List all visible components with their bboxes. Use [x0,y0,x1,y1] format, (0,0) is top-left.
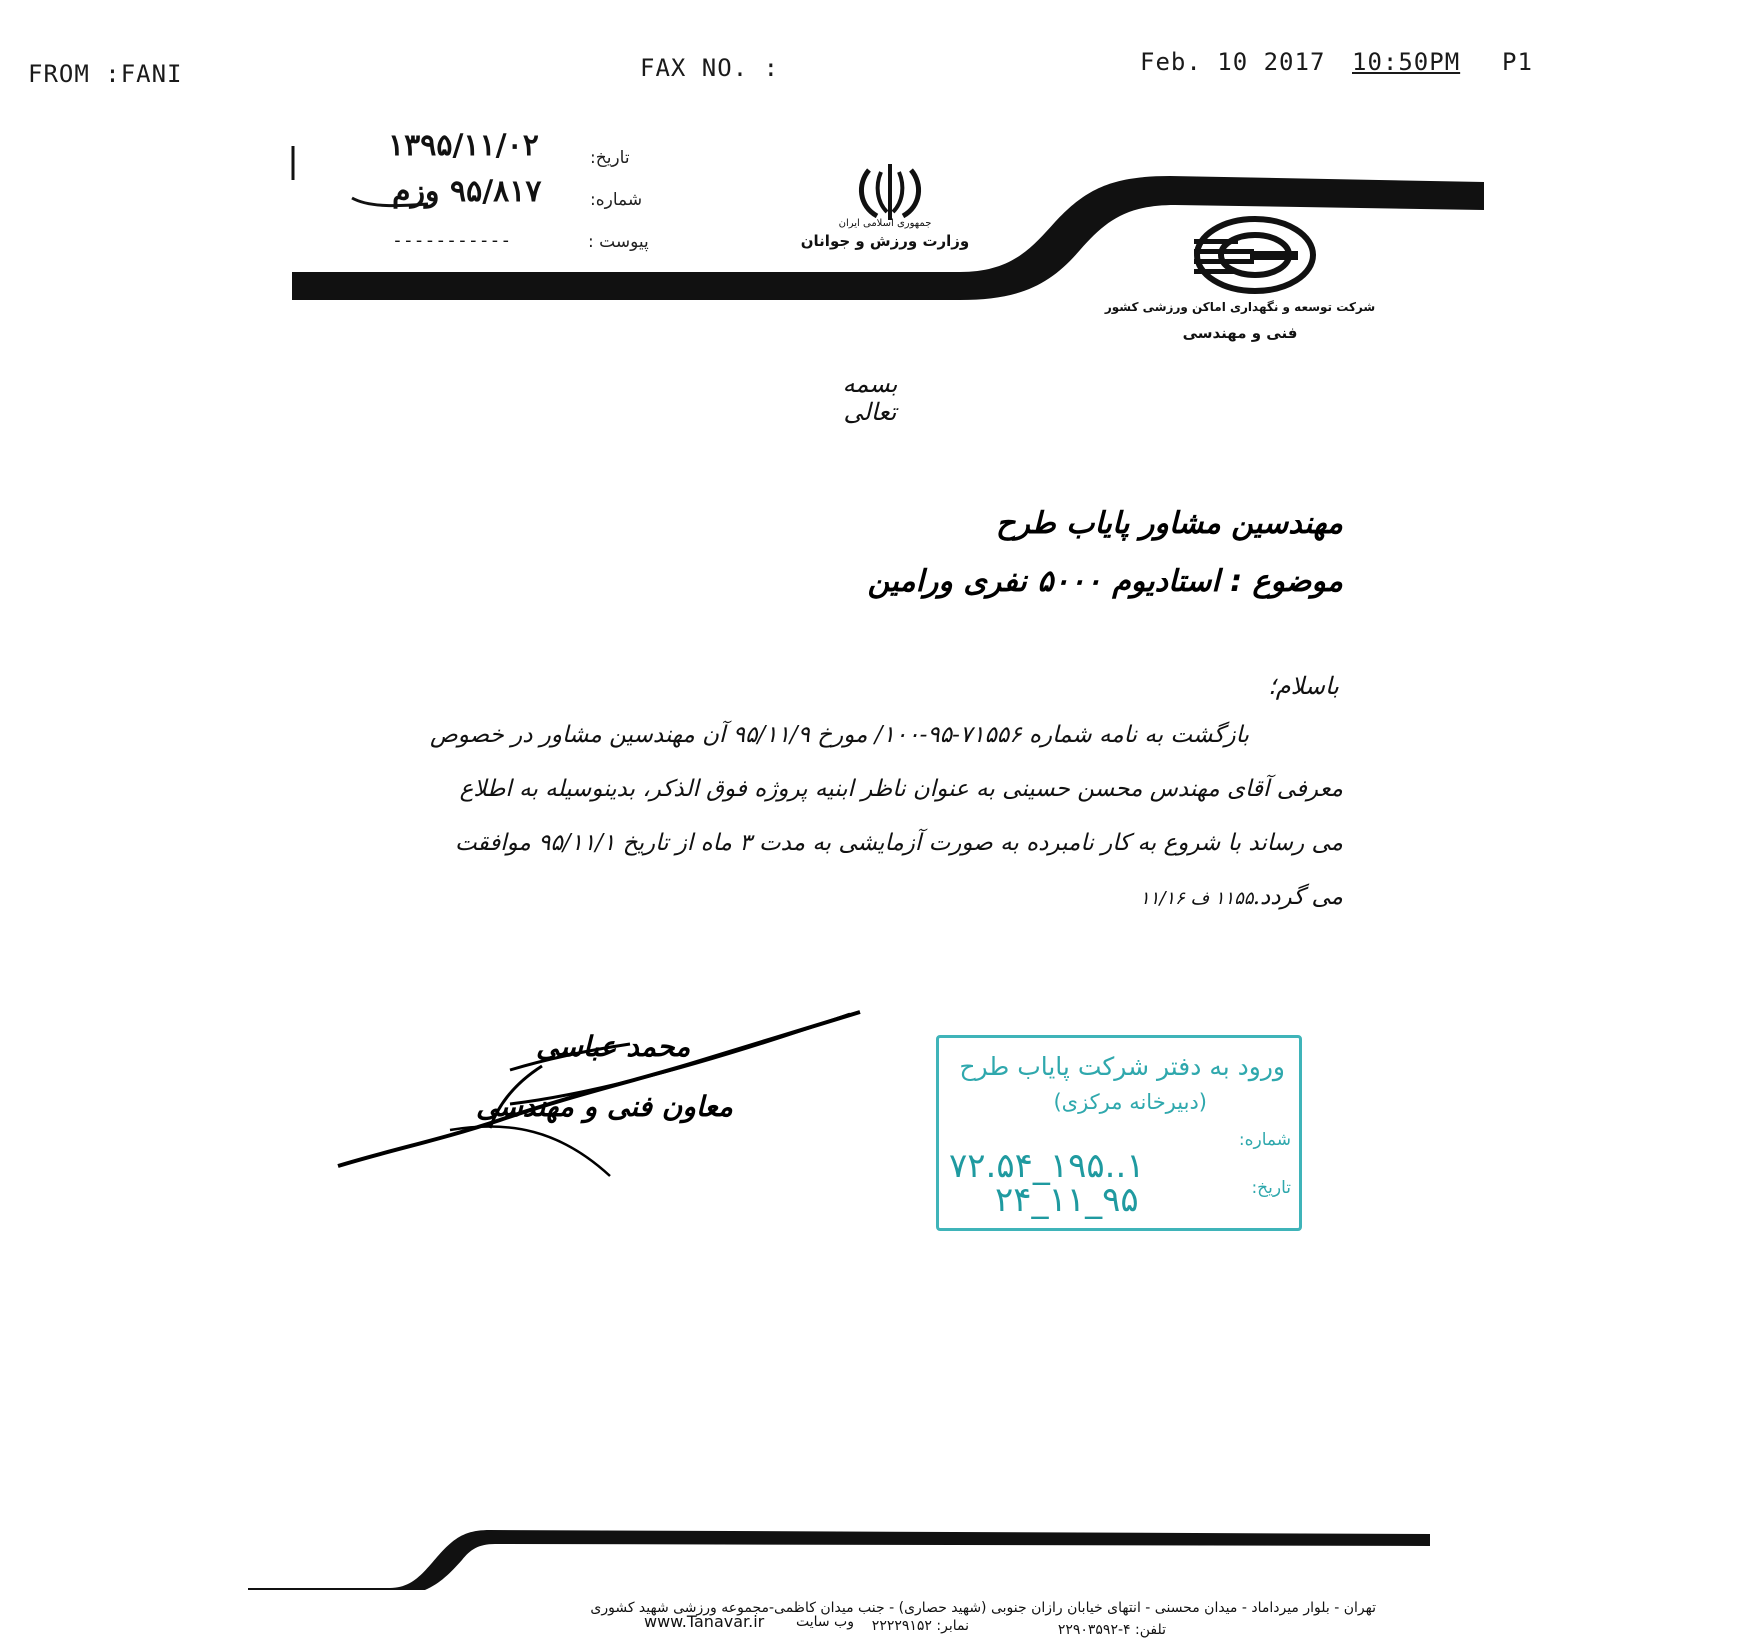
date-value: ۱۳۹۵/۱۱/۰۲ [388,128,539,163]
date-label: تاریخ: [590,148,630,168]
reception-stamp [936,1035,1302,1231]
stamp-date-label: تاریخ: [1251,1178,1291,1198]
fax-from: FROM :FANI [28,60,183,88]
invocation: بسمه تعالی [842,370,898,426]
number-value: ۹۵/۸۱۷ وزم [392,174,542,209]
stamp-date-value: ۹۵_۱۱_۲۴ [995,1180,1139,1220]
footer-band [0,1520,1749,1590]
signatory-title: معاون فنی و مهندسی [476,1090,733,1123]
ministry-line2: وزارت ورزش و جوانان [800,232,970,250]
ministry-emblem-icon [855,160,925,224]
recipient: مهندسین مشاور پایاب طرح [995,506,1343,541]
body-line-4: می گردد. [1252,884,1343,910]
stamp-number-value: ۱..۱۹۵_۷۲.۵۴ [949,1146,1145,1186]
footer-website-label: وب سایت [795,1614,854,1630]
body-line-3: می رساند با شروع به کار نامبرده به صورت آزمایشی به مدت ۳ ماه از تاریخ ۹۵/۱۱/۱ موافقت [455,830,1343,856]
greeting: باسلام؛ [1268,672,1339,700]
subject: موضوع : استادیوم ۵۰۰۰ نفری ورامین [867,564,1343,599]
footer-phone: تلفن: ۴-۲۲۹۰۳۵۹۲ [1057,1622,1166,1638]
footer-fax: نمابر: ۲۲۲۲۹۱۵۲ [871,1618,969,1634]
attachment-value: ----------- [392,230,512,251]
stamp-line1: ورود به دفتر شرکت پایاب طرح [959,1052,1285,1081]
stamp-number-label: شماره: [1238,1130,1291,1150]
footer-website: www.Tanavar.ir [644,1612,765,1631]
fax-time: 10:50PM [1352,48,1461,76]
body-line-1: بازگشت به نامه شماره ۷۱۵۵۶-۹۵-۱۰۰/ مورخ ۹۵/۱۱/۹ آن مهندسین مشاور در خصوص [429,722,1249,748]
company-line1: شرکت توسعه و نگهداری اماکن ورزشی کشور [1104,300,1376,314]
body-line-2: معرفی آقای مهندس محسن حسینی به عنوان ناظر ابنیه پروژه فوق الذکر، بدینوسیله به اطلاع [459,776,1343,802]
attachment-label: پیوست : [588,232,649,252]
company-line2: فنی و مهندسی [1182,324,1298,342]
stamp-line2: (دبیرخانه مرکزی) [1053,1090,1207,1114]
fax-date: Feb. 10 2017 [1140,48,1326,76]
signatory-name: محمد عباسی [536,1030,691,1063]
number-label: شماره: [590,190,643,210]
handwritten-note: ۱۱۵۵ ف ۱۱/۱۶ [1140,888,1254,909]
ministry-line1: جمهوری اسلامی ایران [838,218,932,229]
fax-number: FAX NO. : [640,54,780,82]
footer-address: تهران - بلوار میرداماد - میدان محسنی - انتهای خیابان رازان جنوبی (شهید حصاری) - جنب میدان کاظمی-مجموعه ورزشی شهید کشوری [590,1600,1376,1616]
fax-page: P1 [1502,48,1533,76]
number-underline-stroke [350,192,430,212]
